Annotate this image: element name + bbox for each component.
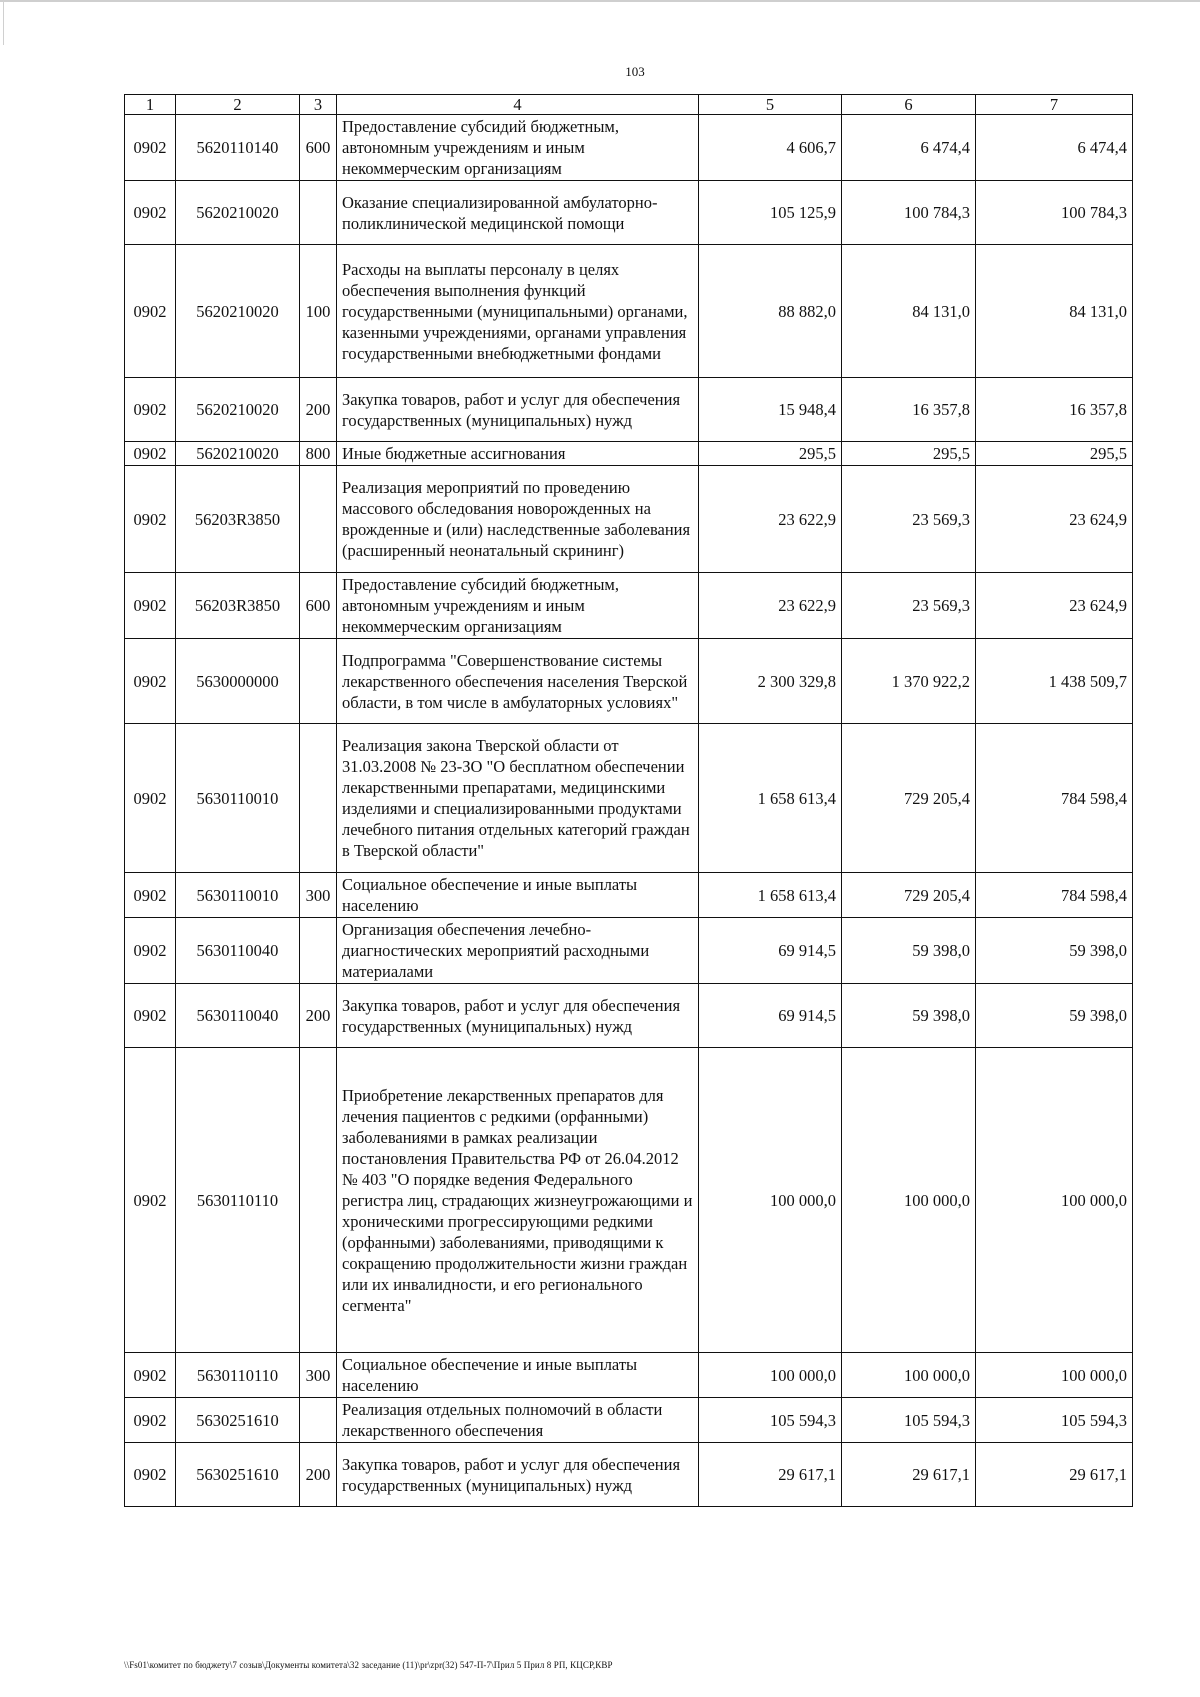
table-row	[125, 115, 1133, 181]
value-col-5: 15 948,4	[699, 378, 842, 442]
section-code: 0902	[125, 245, 176, 378]
value-col-6: 729 205,4	[842, 724, 976, 873]
section-code: 0902	[125, 115, 176, 181]
scan-edge-top	[0, 0, 1200, 2]
expense-type-code	[300, 1048, 337, 1353]
table-row	[125, 918, 1133, 984]
expense-name: Предоставление субсидий бюджетным, автономным учреждениям и иным некоммерческим организациям	[337, 115, 699, 181]
expense-type-code: 800	[300, 442, 337, 466]
expense-name: Социальное обеспечение и иные выплаты населению	[337, 1353, 699, 1398]
expense-name: Реализация мероприятий по проведению массового обследования новорожденных на врожденные и (или) наследственные заболевания (расширенный неонатальный скрининг)	[337, 466, 699, 573]
value-col-6: 59 398,0	[842, 984, 976, 1048]
value-col-6: 16 357,8	[842, 378, 976, 442]
section-code: 0902	[125, 573, 176, 639]
scan-edge-left	[3, 0, 4, 45]
target-article-code: 56203R3850	[176, 466, 300, 573]
value-col-5: 295,5	[699, 442, 842, 466]
table-row	[125, 245, 1133, 378]
value-col-6: 29 617,1	[842, 1443, 976, 1507]
expense-name: Подпрограмма "Совершенствование системы лекарственного обеспечения населения Тверской области, в том числе в амбулаторных условиях"	[337, 639, 699, 724]
target-article-code: 5620210020	[176, 245, 300, 378]
target-article-code: 5620210020	[176, 378, 300, 442]
table-row	[125, 442, 1133, 466]
value-col-7: 6 474,4	[976, 115, 1133, 181]
expense-type-code: 600	[300, 573, 337, 639]
section-code: 0902	[125, 1048, 176, 1353]
table-row	[125, 573, 1133, 639]
value-col-6: 105 594,3	[842, 1398, 976, 1443]
expense-type-code: 200	[300, 1443, 337, 1507]
target-article-code: 5620210020	[176, 442, 300, 466]
value-col-7: 100 000,0	[976, 1048, 1133, 1353]
value-col-7: 16 357,8	[976, 378, 1133, 442]
target-article-code: 5620110140	[176, 115, 300, 181]
target-article-code: 5630110040	[176, 984, 300, 1048]
header-row	[125, 95, 1133, 115]
expense-type-code: 200	[300, 984, 337, 1048]
section-code: 0902	[125, 442, 176, 466]
value-col-5: 1 658 613,4	[699, 724, 842, 873]
expense-type-code: 100	[300, 245, 337, 378]
value-col-7: 59 398,0	[976, 918, 1133, 984]
table-row	[125, 873, 1133, 918]
expense-name: Организация обеспечения лечебно-диагностических мероприятий расходными материалами	[337, 918, 699, 984]
expense-type-code: 600	[300, 115, 337, 181]
value-col-7: 100 784,3	[976, 181, 1133, 245]
value-col-5: 105 594,3	[699, 1398, 842, 1443]
value-col-7: 1 438 509,7	[976, 639, 1133, 724]
table-row	[125, 1048, 1133, 1353]
value-col-6: 100 000,0	[842, 1048, 976, 1353]
table-row	[125, 466, 1133, 573]
expense-name: Предоставление субсидий бюджетным, автономным учреждениям и иным некоммерческим организациям	[337, 573, 699, 639]
expense-type-code	[300, 918, 337, 984]
section-code: 0902	[125, 639, 176, 724]
value-col-6: 6 474,4	[842, 115, 976, 181]
table-row	[125, 1398, 1133, 1443]
expense-name: Социальное обеспечение и иные выплаты населению	[337, 873, 699, 918]
expense-type-code	[300, 181, 337, 245]
value-col-7: 29 617,1	[976, 1443, 1133, 1507]
target-article-code: 5630110010	[176, 724, 300, 873]
value-col-6: 295,5	[842, 442, 976, 466]
target-article-code: 56203R3850	[176, 573, 300, 639]
value-col-5: 88 882,0	[699, 245, 842, 378]
table-row	[125, 1353, 1133, 1398]
expense-name: Реализация закона Тверской области от 31.03.2008 № 23-ЗО "О бесплатном обеспечении лекарственными препаратами, медицинскими изделиями и специализированными продуктами лечебного питания отдельных категорий граждан в Тверской области"	[337, 724, 699, 873]
expense-name: Закупка товаров, работ и услуг для обеспечения государственных (муниципальных) нужд	[337, 378, 699, 442]
value-col-7: 784 598,4	[976, 724, 1133, 873]
value-col-6: 59 398,0	[842, 918, 976, 984]
expense-name: Закупка товаров, работ и услуг для обеспечения государственных (муниципальных) нужд	[337, 984, 699, 1048]
value-col-6: 100 784,3	[842, 181, 976, 245]
table-row	[125, 378, 1133, 442]
value-col-6: 84 131,0	[842, 245, 976, 378]
value-col-6: 729 205,4	[842, 873, 976, 918]
value-col-7: 105 594,3	[976, 1398, 1133, 1443]
target-article-code: 5630251610	[176, 1398, 300, 1443]
value-col-6: 23 569,3	[842, 573, 976, 639]
value-col-6: 100 000,0	[842, 1353, 976, 1398]
expense-type-code: 200	[300, 378, 337, 442]
expense-type-code	[300, 724, 337, 873]
expense-type-code	[300, 639, 337, 724]
expense-type-code: 300	[300, 873, 337, 918]
value-col-7: 59 398,0	[976, 984, 1133, 1048]
page-number: 103	[625, 64, 645, 79]
value-col-7: 784 598,4	[976, 873, 1133, 918]
section-code: 0902	[125, 466, 176, 573]
value-col-7: 23 624,9	[976, 573, 1133, 639]
header-col-3: 3	[300, 95, 337, 115]
target-article-code: 5630110040	[176, 918, 300, 984]
expense-type-code	[300, 466, 337, 573]
expense-name: Расходы на выплаты персоналу в целях обеспечения выполнения функций государственными (муниципальными) органами, казенными учреждениями, органами управления государственными внебюджетными фондами	[337, 245, 699, 378]
target-article-code: 5630251610	[176, 1443, 300, 1507]
budget-table	[124, 94, 1133, 1507]
value-col-5: 100 000,0	[699, 1048, 842, 1353]
value-col-7: 100 000,0	[976, 1353, 1133, 1398]
table-row	[125, 639, 1133, 724]
expense-name: Иные бюджетные ассигнования	[337, 442, 699, 466]
section-code: 0902	[125, 1353, 176, 1398]
header-col-1: 1	[125, 95, 176, 115]
table-body	[125, 115, 1133, 1507]
header-col-5: 5	[699, 95, 842, 115]
footer-file-path: \\Fs01\комитет по бюджету\7 созыв\Документы комитета\32 заседание (11)\pr\zpr(32) 547-П-7\Прил 5 Прил 8 РП, КЦСР,КВР	[124, 1660, 613, 1670]
section-code: 0902	[125, 1443, 176, 1507]
target-article-code: 5620210020	[176, 181, 300, 245]
header-col-2: 2	[176, 95, 300, 115]
value-col-5: 4 606,7	[699, 115, 842, 181]
value-col-5: 23 622,9	[699, 466, 842, 573]
section-code: 0902	[125, 1398, 176, 1443]
target-article-code: 5630000000	[176, 639, 300, 724]
section-code: 0902	[125, 724, 176, 873]
header-col-6: 6	[842, 95, 976, 115]
target-article-code: 5630110110	[176, 1048, 300, 1353]
header-col-7: 7	[976, 95, 1133, 115]
expense-name: Реализация отдельных полномочий в области лекарственного обеспечения	[337, 1398, 699, 1443]
expense-name: Оказание специализированной амбулаторно-поликлинической медицинской помощи	[337, 181, 699, 245]
expense-name: Приобретение лекарственных препаратов для лечения пациентов с редкими (орфанными) заболеваниями в рамках реализации постановления Правительства РФ от 26.04.2012 № 403 "О порядке ведения Федерального регистра лиц, страдающих жизнеугрожающими и хроническими прогрессирующими редкими (орфанными) заболеваниями, приводящими к сокращению продолжительности жизни граждан или их инвалидности, и его регионального сегмента"	[337, 1048, 699, 1353]
expense-type-code	[300, 1398, 337, 1443]
target-article-code: 5630110010	[176, 873, 300, 918]
table-row	[125, 984, 1133, 1048]
value-col-7: 23 624,9	[976, 466, 1133, 573]
value-col-6: 1 370 922,2	[842, 639, 976, 724]
value-col-5: 2 300 329,8	[699, 639, 842, 724]
table-row	[125, 181, 1133, 245]
header-col-4: 4	[337, 95, 699, 115]
section-code: 0902	[125, 984, 176, 1048]
value-col-6: 23 569,3	[842, 466, 976, 573]
value-col-5: 105 125,9	[699, 181, 842, 245]
value-col-5: 23 622,9	[699, 573, 842, 639]
table-row	[125, 1443, 1133, 1507]
expense-type-code: 300	[300, 1353, 337, 1398]
section-code: 0902	[125, 918, 176, 984]
value-col-7: 84 131,0	[976, 245, 1133, 378]
target-article-code: 5630110110	[176, 1353, 300, 1398]
value-col-5: 29 617,1	[699, 1443, 842, 1507]
expense-name: Закупка товаров, работ и услуг для обеспечения государственных (муниципальных) нужд	[337, 1443, 699, 1507]
value-col-7: 295,5	[976, 442, 1133, 466]
value-col-5: 69 914,5	[699, 918, 842, 984]
table-row	[125, 724, 1133, 873]
value-col-5: 69 914,5	[699, 984, 842, 1048]
section-code: 0902	[125, 181, 176, 245]
section-code: 0902	[125, 378, 176, 442]
value-col-5: 1 658 613,4	[699, 873, 842, 918]
value-col-5: 100 000,0	[699, 1353, 842, 1398]
section-code: 0902	[125, 873, 176, 918]
